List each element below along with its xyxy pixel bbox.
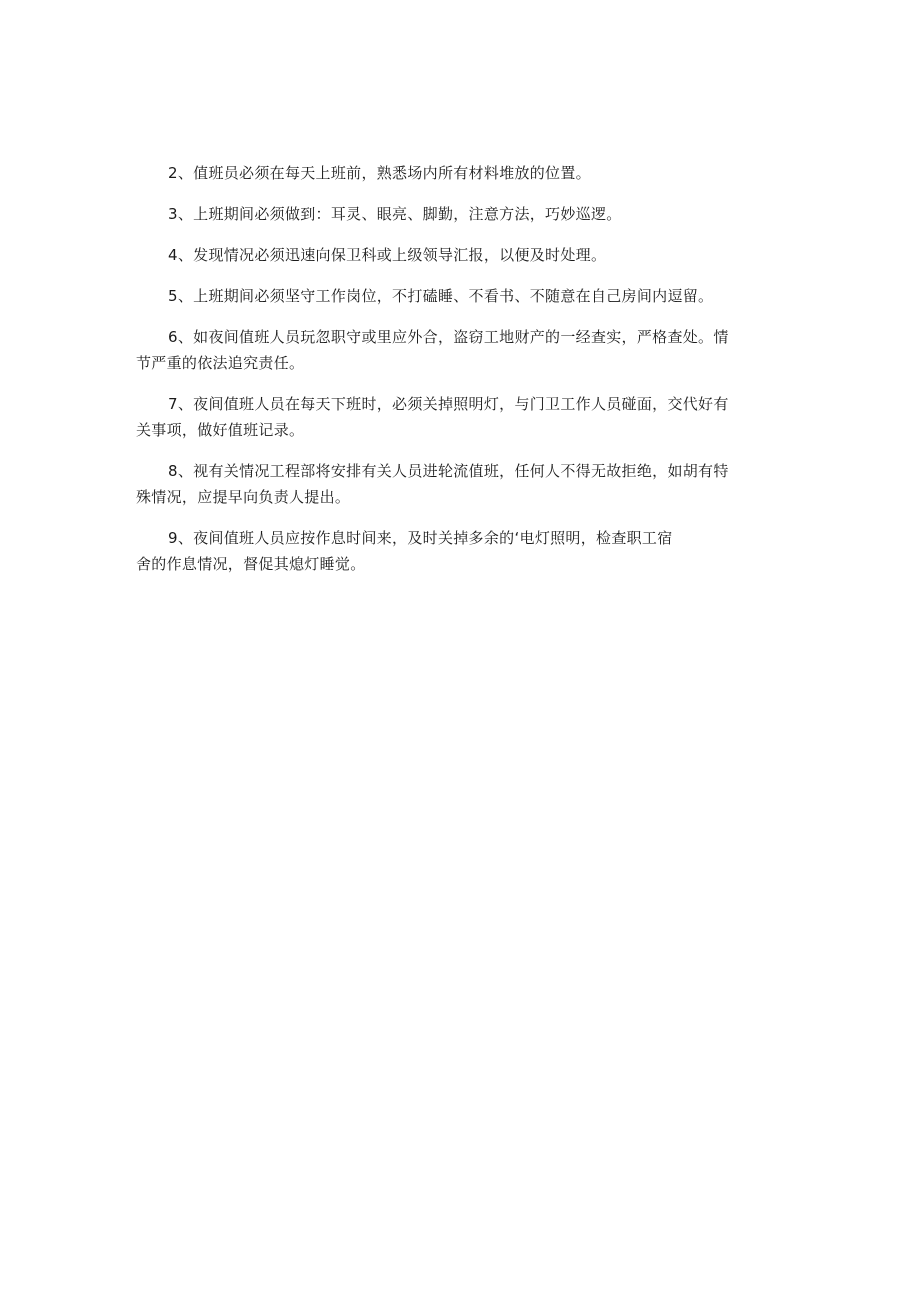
paragraph-line: 8、视有关情况工程部将安排有关人员进轮流值班，任何人不得无故拒绝，如胡有特	[168, 462, 729, 480]
paragraph-line: 6、如夜间值班人员玩忽职守或里应外合，盗窃工地财产的一经查实，严格查处。情	[168, 328, 729, 346]
rule-item-3	[136, 201, 790, 227]
paragraph-line: 舍的作息情况，督促其熄灯睡觉。	[136, 555, 366, 573]
rule-item-8	[136, 458, 790, 510]
paragraph-line: 9、夜间值班人员应按作息时间来，及时关掉多余的‘电灯照明，检查职工宿	[168, 529, 673, 547]
paragraph-line: 3、上班期间必须做到：耳灵、眼亮、脚勤，注意方法，巧妙巡逻。	[168, 205, 622, 223]
paragraph-line: 5、上班期间必须坚守工作岗位，不打磕睡、不看书、不随意在自己房间内逗留。	[168, 287, 714, 305]
paragraph-line: 节严重的依法追究责任。	[136, 354, 305, 372]
rule-item-9	[136, 525, 790, 577]
paragraph-line: 4、发现情况必须迅速向保卫科或上级领导汇报，以便及时处理。	[168, 246, 607, 264]
rule-item-4	[136, 242, 790, 268]
paragraph-line: 2、值班员必须在每天上班前，熟悉场内所有材料堆放的位置。	[168, 164, 591, 182]
document-body	[136, 160, 790, 592]
paragraph-line: 殊情况，应提早向负责人提出。	[136, 488, 351, 506]
paragraph-line: 7、夜间值班人员在每天下班时，必须关掉照明灯，与门卫工作人员碰面，交代好有	[168, 395, 729, 413]
rule-item-6	[136, 324, 790, 376]
rule-item-2	[136, 160, 790, 186]
rule-item-7	[136, 391, 790, 443]
rule-item-5	[136, 283, 790, 309]
paragraph-line: 关事项，做好值班记录。	[136, 421, 305, 439]
